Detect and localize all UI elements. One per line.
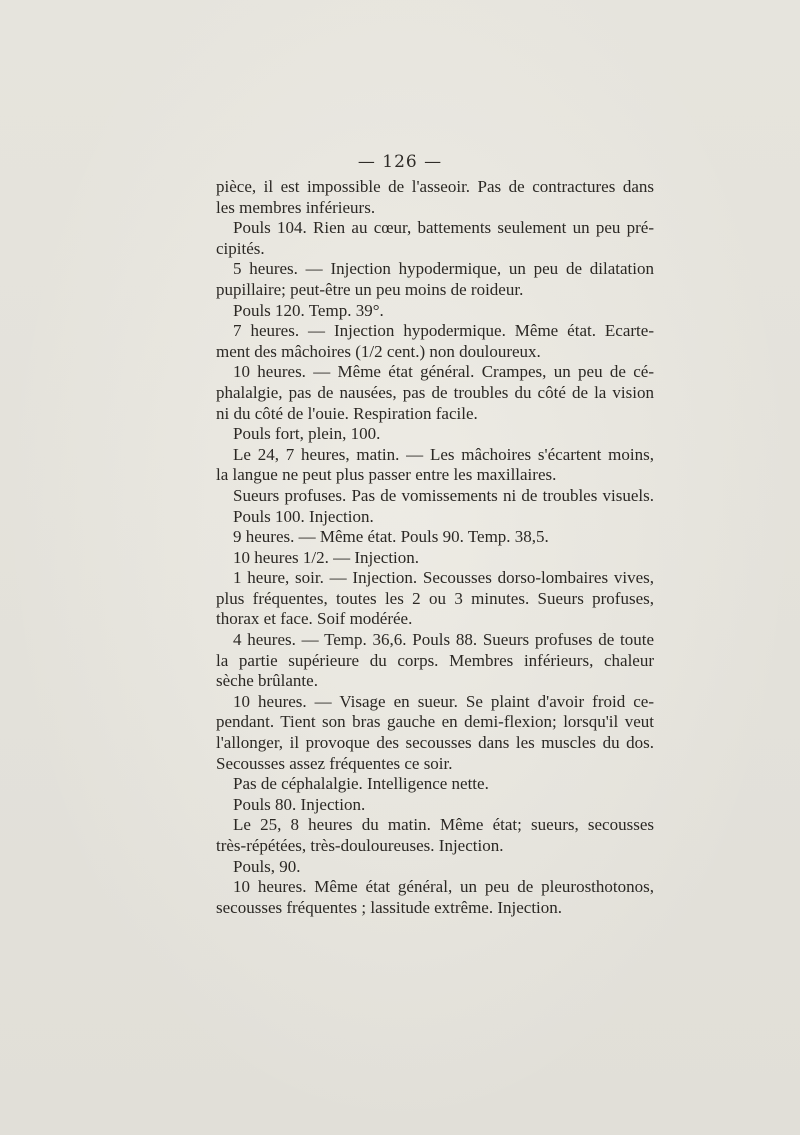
text-line: Le 24, 7 heures, matin. — Les mâchoires s'écartent moins,	[233, 444, 654, 464]
text-line: Pouls 100. Injection.	[233, 506, 374, 526]
text-line: Le 25, 8 heures du matin. Même état; sueurs, secousses	[233, 815, 654, 835]
text-line: 5 heures. — Injection hypodermique, un peu de dilatation	[233, 259, 654, 279]
text-line: Pouls 80. Injection.	[233, 794, 366, 814]
text-line: Sueurs profuses. Pas de vomissements ni de troubles visuels.	[233, 485, 654, 505]
text-line: la langue ne peut plus passer entre les maxillaires.	[216, 465, 557, 485]
text-line: 10 heures 1/2. — Injection.	[233, 547, 420, 567]
text-line: sèche brûlante.	[216, 671, 318, 691]
text-line: 10 heures. — Même état général. Crampes, un peu de cé-	[233, 362, 654, 382]
text-line: les membres inférieurs.	[216, 197, 376, 217]
text-line: 10 heures. — Visage en sueur. Se plaint d'avoir froid ce-	[233, 691, 654, 711]
body-text	[216, 177, 654, 918]
text-line: ment des mâchoires (1/2 cent.) non douloureux.	[216, 341, 541, 361]
text-line: Pouls 120. Temp. 39°.	[233, 300, 384, 320]
text-line: plus fréquentes, toutes les 2 ou 3 minutes. Sueurs profuses,	[216, 588, 654, 608]
text-line: 1 heure, soir. — Injection. Secousses dorso-lombaires vives,	[233, 568, 654, 588]
text-line: 7 heures. — Injection hypodermique. Même état. Ecarte-	[233, 321, 654, 341]
text-line: cipités.	[216, 238, 265, 258]
text-line: pupillaire; peut-être un peu moins de roideur.	[216, 279, 524, 299]
text-line: la partie supérieure du corps. Membres inférieurs, chaleur	[216, 650, 654, 670]
text-line: l'allonger, il provoque des secousses dans les muscles du dos.	[216, 733, 654, 753]
text-line: 4 heures. — Temp. 36,6. Pouls 88. Sueurs profuses de toute	[233, 630, 654, 650]
text-line: thorax et face. Soif modérée.	[216, 609, 413, 629]
text-line: secousses fréquentes ; lassitude extrême. Injection.	[216, 897, 563, 917]
page-number: — 126 —	[357, 152, 443, 172]
text-line: pièce, il est impossible de l'asseoir. Pas de contractures dans	[216, 177, 654, 196]
text-line: pendant. Tient son bras gauche en demi-flexion; lorsqu'il veut	[216, 712, 654, 732]
text-line: Pouls, 90.	[233, 856, 301, 876]
text-line: phalalgie, pas de nausées, pas de troubles du côté de la vision	[216, 382, 654, 402]
text-line: très-répétées, très-douloureuses. Injection.	[216, 836, 504, 855]
text-line: ni du côté de l'ouie. Respiration facile.	[216, 403, 478, 423]
text-line: 9 heures. — Même état. Pouls 90. Temp. 38,5.	[233, 527, 549, 547]
text-line: Pouls fort, plein, 100.	[233, 424, 381, 444]
text-line: Pas de céphalalgie. Intelligence nette.	[233, 774, 489, 794]
text-line: 10 heures. Même état général, un peu de pleurosthotonos,	[233, 877, 654, 897]
text-line: Pouls 104. Rien au cœur, battements seulement un peu pré-	[233, 218, 654, 238]
text-line: Secousses assez fréquentes ce soir.	[216, 753, 453, 773]
